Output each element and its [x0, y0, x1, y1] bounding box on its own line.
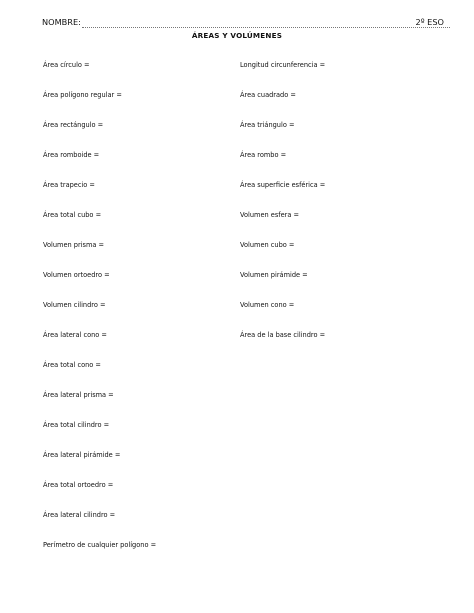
formula-item: Volumen esfera = [240, 211, 300, 219]
formula-item: Área cuadrado = [240, 91, 296, 99]
page-title: ÁREAS Y VOLÚMENES [191, 31, 283, 40]
formula-item: Área rombo = [240, 151, 287, 159]
formula-item: Volumen cono = [240, 301, 295, 309]
formula-item: Volumen prisma = [43, 241, 105, 249]
formula-item: Volumen ortoedro = [43, 271, 110, 279]
formula-item: Área círculo = [43, 61, 90, 69]
formula-item: Área total cubo = [43, 211, 102, 219]
formula-item: Área lateral prisma = [43, 391, 114, 399]
formula-item: Área triángulo = [240, 121, 295, 129]
formula-item: Área superficie esférica = [240, 181, 326, 189]
worksheet-header [42, 17, 444, 31]
formula-item: Área total cono = [43, 361, 101, 369]
course-label: 2º ESO [415, 17, 444, 27]
left-formula-list [43, 61, 156, 571]
right-formula-list [240, 61, 325, 361]
formula-item: Volumen cilindro = [43, 301, 106, 309]
formula-item: Área total ortoedro = [43, 481, 114, 489]
formula-item: Área trapecio = [43, 181, 95, 189]
formula-item: Longitud circunferencia = [240, 61, 326, 69]
formula-item: Área total cilindro = [43, 421, 110, 429]
formula-item: Área lateral pirámide = [43, 451, 121, 459]
formula-item: Área de la base cilindro = [240, 331, 326, 339]
formula-item: Área polígono regular = [43, 91, 122, 99]
name-fill-line[interactable] [82, 27, 450, 28]
formula-item: Área romboide = [43, 151, 100, 159]
formula-item: Área lateral cilindro = [43, 511, 116, 519]
formula-item: Perímetro de cualquier polígono = [43, 541, 157, 549]
formula-item: Área lateral cono = [43, 331, 107, 339]
formula-item: Volumen cubo = [240, 241, 295, 249]
formula-item: Volumen pirámide = [240, 271, 308, 279]
formula-item: Área rectángulo = [43, 121, 104, 129]
name-label: NOMBRE: [42, 17, 81, 27]
